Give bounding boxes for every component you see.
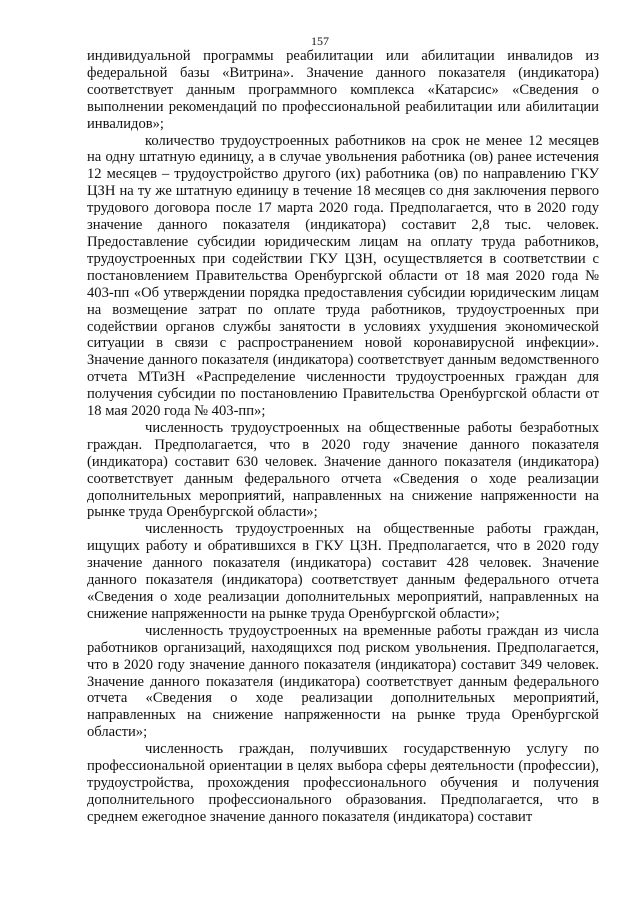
paragraph-career-guidance: численность граждан, получивших государственную услугу по профессиональной ориентации в целях выбора сферы деятельности (профессии), трудоустройства, прохождения профессионального обучения и получения дополнительного профессионального образования. Предполагается, что в среднем ежегодное значение данного показателя (индикатора) составит	[87, 741, 599, 825]
body-text	[87, 48, 599, 826]
paragraph-public-works-unemployed: численность трудоустроенных на общественные работы безработных граждан. Предполагается, что в 2020 году значение данного показателя (индикатора) составит 630 человек. Значение данного показателя (индикатора) соответствует данным федерального отчета «Сведения о ходе реализации дополнительных мероприятий, направленных на снижение напряженности на рынке труда Оренбургской области»;	[87, 419, 599, 521]
page-number: 157	[311, 34, 329, 48]
paragraph-employed-workers: количество трудоустроенных работников на срок не менее 12 месяцев на одну штатную единицу, а в случае увольнения работника (ов) ранее истечения 12 месяцев – трудоустройство другого (их) работника (ов) по направлению ГКУ ЦЗН на ту же штатную единицу в течение 18 месяцев со дня заключения первого трудового договора после 17 марта 2020 года. Предполагается, что в 2020 году значение данного показателя (индикатора) составит 2,8 тыс. человек. Предоставление субсидии юридическим лицам на оплату труда работников, трудоустроенных при содействии ГКУ ЦЗН, осуществляется в соответствии с постановлением Правительства Оренбургской области от 18 мая 2020 года № 403-пп «Об утверждении порядка предоставления субсидии юридическим лицам на возмещение затрат по оплате труда работников, трудоустроенных при содействии органов службы занятости в условиях ухудшения экономической ситуации в связи с распространением новой коронавирусной инфекции». Значение данного показателя (индикатора) соответствует данным ведомственного отчета МТиЗН «Распределение численности трудоустроенных граждан для получения субсидии по постановлению Правительства Оренбургской области от 18 мая 2020 года № 403-пп»;	[87, 132, 599, 420]
paragraph-continuation: индивидуальной программы реабилитации или абилитации инвалидов из федеральной базы «Витрина». Значение данного показателя (индикатора) соответствует данным программного комплекса «Катарсис» «Сведения о выполнении рекомендаций по профессиональной реабилитации или абилитации инвалидов»;	[87, 48, 599, 132]
paragraph-public-works-jobseekers: численность трудоустроенных на общественные работы граждан, ищущих работу и обратившихся в ГКУ ЦЗН. Предполагается, что в 2020 году значение данного показателя (индикатора) составит 428 человек. Значение данного показателя (индикатора) соответствует данным федерального отчета «Сведения о ходе реализации дополнительных мероприятий, направленных на снижение напряженности на рынке труда Оренбургской области»;	[87, 521, 599, 622]
paragraph-temporary-works: численность трудоустроенных на временные работы граждан из числа работников организаций, находящихся под риском увольнения. Предполагается, что в 2020 году значение данного показателя (индикатора) составит 349 человек. Значение данного показателя (индикатора) соответствует данным федерального отчета «Сведения о ходе реализации дополнительных мероприятий, направленных на снижение напряженности на рынке труда Оренбургской области»;	[87, 622, 599, 741]
